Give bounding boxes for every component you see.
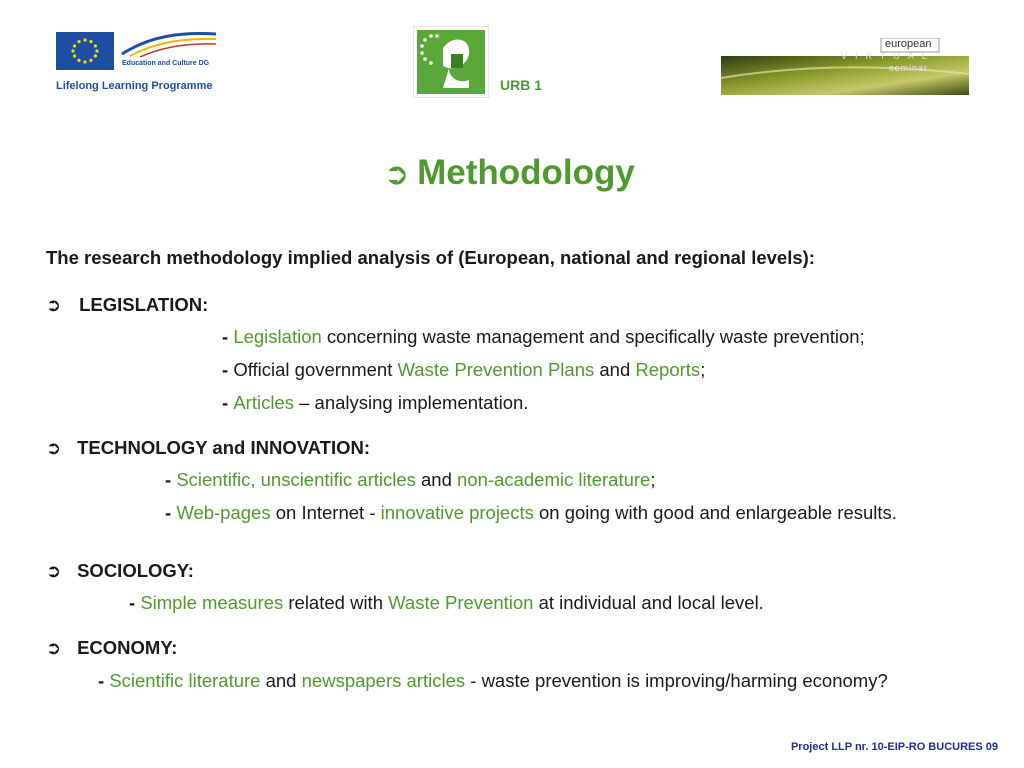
title-text: Methodology — [417, 153, 635, 192]
section-sociology-heading — [46, 560, 194, 582]
urb-label: URB 1 — [500, 77, 543, 93]
technology-heading-text: TECHNOLOGY and INNOVATION: — [77, 437, 371, 458]
arrow-bullet-icon: ➲ — [384, 158, 410, 191]
eu-lifelong-learning-logo — [56, 30, 226, 94]
evs-virtual-label: VIRTUAL — [841, 51, 935, 61]
legislation-heading-text: LEGISLATION: — [79, 294, 209, 315]
section-economy-heading — [46, 637, 177, 659]
european-virtual-seminar-logo — [721, 38, 969, 95]
section-technology-heading — [46, 437, 370, 459]
arrow-bullet-icon: ➲ — [46, 438, 62, 458]
evs-seminar-label: seminar — [889, 63, 929, 73]
urb-logo — [413, 26, 489, 98]
evs-european-label: european — [885, 38, 932, 50]
sociology-line-1: - Simple measures related with Waste Prevention at individual and local level. — [129, 592, 764, 613]
legislation-line-2: - Official government Waste Prevention Plans and Reports; — [222, 359, 706, 380]
section-legislation-heading — [46, 294, 208, 316]
economy-line-1: - Scientific literature and newspapers articles - waste prevention is improving/harming economy? — [98, 670, 888, 691]
intro-text: The research methodology implied analysis of (European, national and regional levels): — [46, 247, 815, 268]
arrow-bullet-icon: ➲ — [46, 638, 62, 658]
eu-dg-label: Education and Culture DG — [122, 60, 210, 67]
eu-flag-icon — [56, 32, 114, 70]
legislation-line-1: - Legislation concerning waste management and specifically waste prevention; — [222, 326, 865, 347]
page-title — [384, 153, 635, 193]
footer-project-label: Project LLP nr. 10-EIP-RO BUCURES 09 — [790, 741, 998, 753]
economy-heading-text: ECONOMY: — [77, 637, 178, 658]
arrow-bullet-icon: ➲ — [46, 561, 62, 581]
llp-label: Lifelong Learning Programme — [56, 80, 213, 92]
sociology-heading-text: SOCIOLOGY: — [77, 560, 194, 581]
legislation-line-3: - Articles – analysing implementation. — [222, 392, 529, 413]
technology-line-2: - Web-pages on Internet - innovative projects on going with good and enlargeable results. — [165, 502, 897, 523]
swoosh-icon — [120, 30, 220, 60]
technology-line-1: - Scientific, unscientific articles and non-academic literature; — [165, 469, 656, 490]
arrow-bullet-icon: ➲ — [46, 295, 62, 315]
